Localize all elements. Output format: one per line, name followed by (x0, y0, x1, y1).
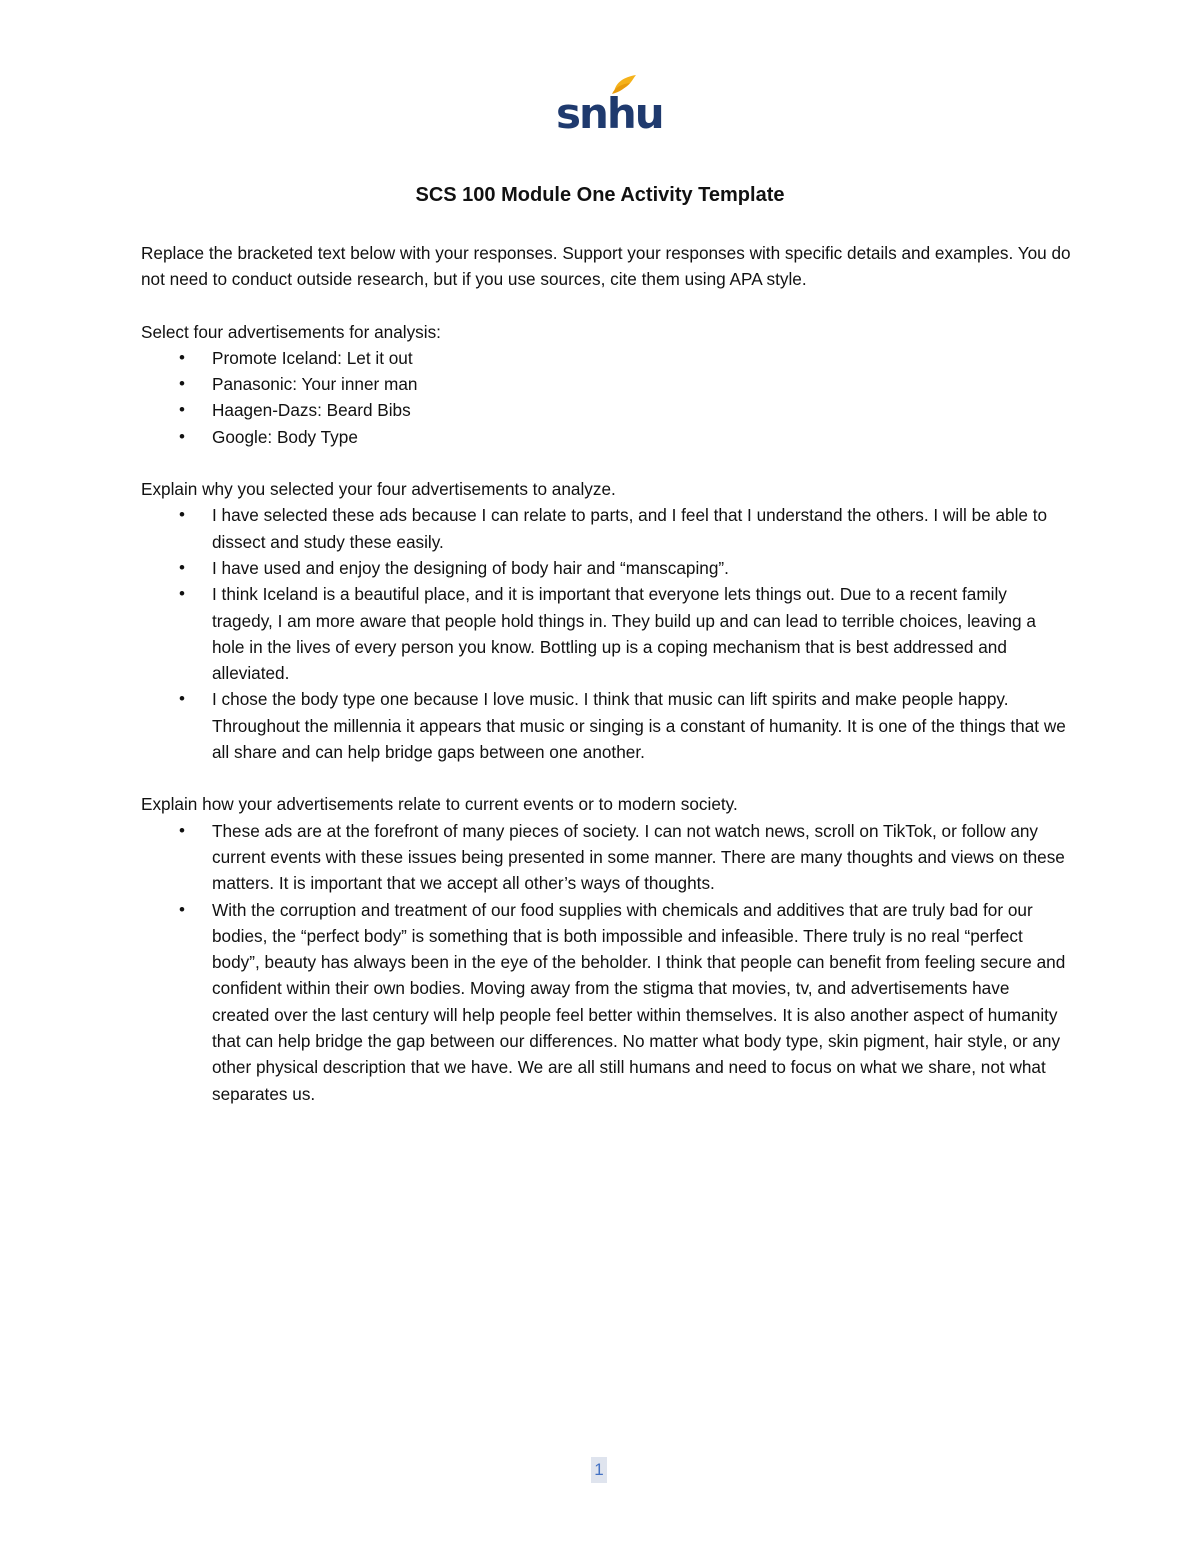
why-selected-list (141, 502, 1071, 765)
list-item-text: Promote Iceland: Let it out (212, 347, 413, 368)
list-item (141, 555, 1071, 581)
list-item-text: I have used and enjoy the designing of body hair and “manscaping”. (212, 557, 729, 578)
bullet-icon: • (179, 557, 185, 577)
list-item (141, 371, 1071, 397)
list-item-text: I think Iceland is a beautiful place, and it is important that everyone lets things out. Due to a recent family tragedy, I am more aware that people hold things in. They build up and can lead to terrible choices, leaving a hole in the lives of every person you know. Bottling up is a coping mechanism that is best addressed and alleviated. (212, 584, 1036, 684)
snhu-logo (552, 72, 663, 138)
list-item (141, 818, 1071, 897)
list-item (141, 345, 1071, 371)
document-body (141, 240, 1071, 1107)
bullet-icon: • (179, 505, 185, 525)
instructions-paragraph: Replace the bracketed text below with your responses. Support your responses with specific details and examples. You do not need to conduct outside research, but if you use sources, cite them using APA style. (141, 243, 1071, 290)
list-item (141, 424, 1071, 450)
spacer (141, 765, 1071, 791)
list-item (141, 397, 1071, 423)
list-item-text: I chose the body type one because I love music. I think that music can lift spirits and make people happy. Throughout the millennia it appears that music or singing is a constant of humanity. It is one of the things that we all share and can help bridge gaps between one another. (212, 689, 1066, 763)
list-item (141, 897, 1071, 1107)
section-heading-why-selected: Explain why you selected your four advertisements to analyze. (141, 479, 616, 500)
list-item-text: With the corruption and treatment of our food supplies with chemicals and additives that are truly bad for our bodies, the “perfect body” is something that is both impossible and infeasible. There truly is no real “perfect body”, beauty has always been in the eye of the beholder. I think that people can benefit from feeling secure and confident within their own bodies. Moving away from the stigma that movies, tv, and advertisements have created over the last century will help people feel better within themselves. It is also another aspect of humanity that can help bridge the gap between our differences. No matter what body type, skin pigment, hair style, or any other physical description that we have. We are all still humans and need to focus on what we share, not what separates us. (212, 899, 1066, 1104)
list-item (141, 686, 1071, 765)
bullet-icon: • (179, 584, 185, 604)
page-number: 1 (591, 1457, 607, 1483)
list-item (141, 581, 1071, 686)
section-heading-current-events: Explain how your advertisements relate to current events or to modern society. (141, 794, 738, 815)
bullet-icon: • (179, 400, 185, 420)
bullet-icon: • (179, 689, 185, 709)
spacer (141, 450, 1071, 476)
bullet-icon: • (179, 347, 185, 367)
svg-text:snhu: snhu (556, 89, 663, 138)
section-heading-ad-selection: Select four advertisements for analysis: (141, 321, 441, 342)
bullet-icon: • (179, 820, 185, 840)
spacer (141, 293, 1071, 319)
list-item-text: Google: Body Type (212, 426, 358, 447)
current-events-list (141, 818, 1071, 1107)
list-item-text: I have selected these ads because I can relate to parts, and I feel that I understand the others. I will be able to dissect and study these easily. (212, 505, 1048, 552)
list-item-text: Panasonic: Your inner man (212, 374, 418, 395)
ad-selection-list (141, 345, 1071, 450)
list-item-text: Haagen-Dazs: Beard Bibs (212, 400, 411, 421)
list-item (141, 502, 1071, 555)
bullet-icon: • (179, 426, 185, 446)
bullet-icon: • (179, 374, 185, 394)
document-title: SCS 100 Module One Activity Template (415, 184, 785, 206)
list-item-text: These ads are at the forefront of many pieces of society. I can not watch news, scroll on TikTok, or follow any current events with these issues being presented in some manner. There are many thoughts and views on these matters. It is important that we accept all other’s ways of thoughts. (212, 820, 1065, 894)
bullet-icon: • (179, 899, 185, 919)
